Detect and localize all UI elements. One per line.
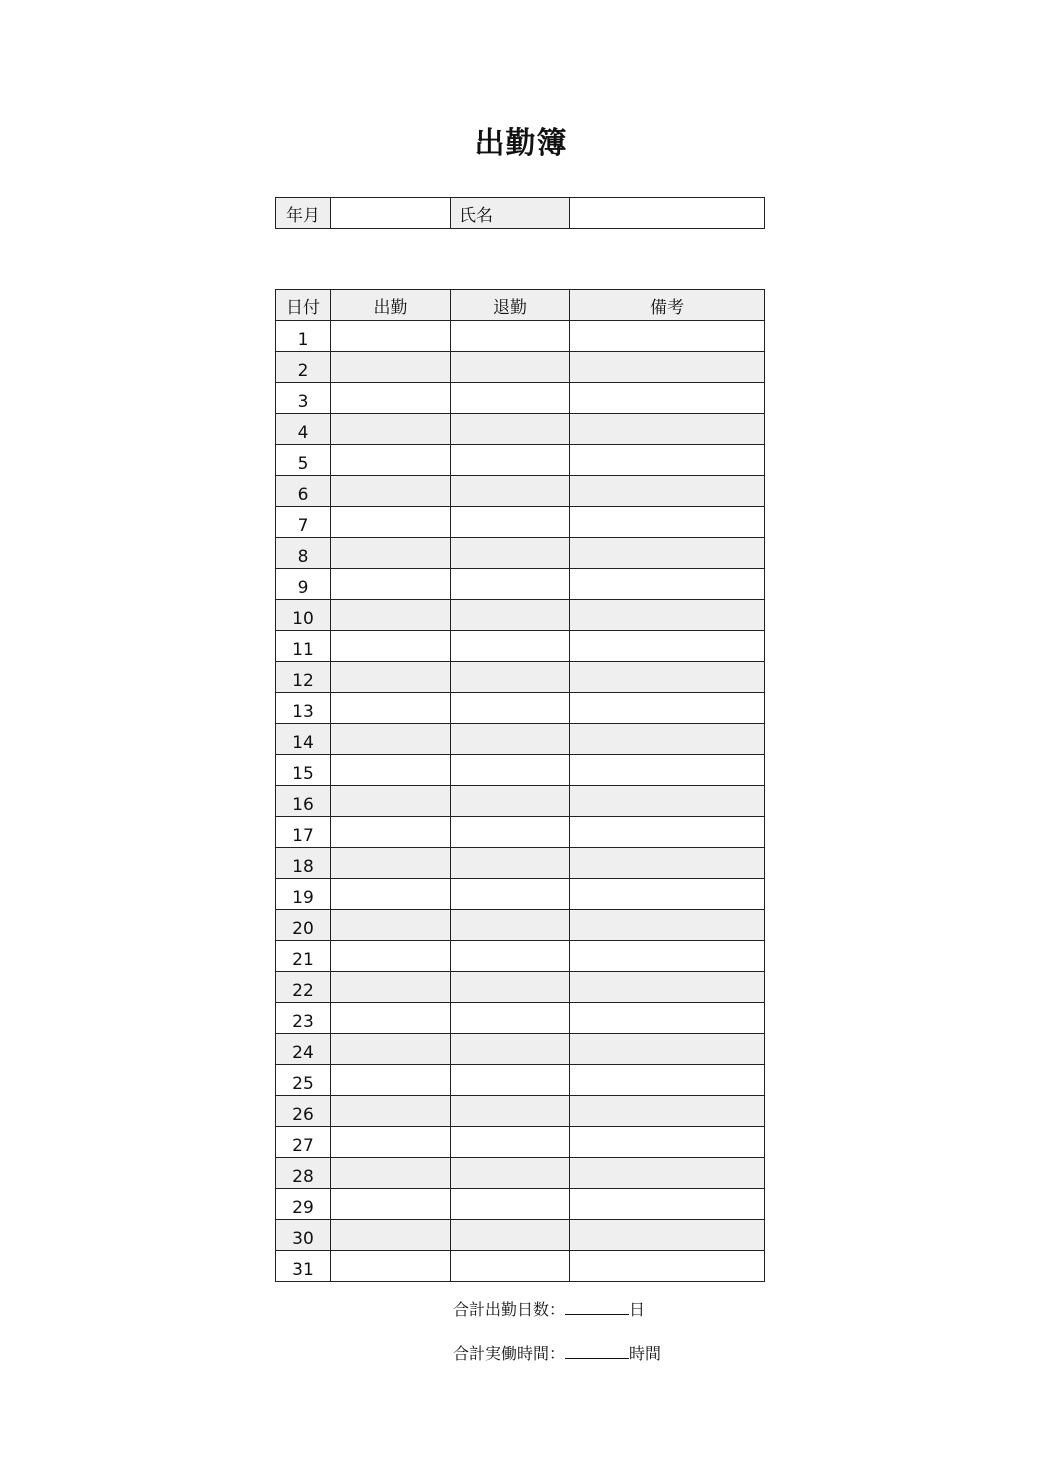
clock-out-cell[interactable]	[451, 1220, 570, 1251]
total-days-label: 合計出勤日数：	[453, 1300, 566, 1319]
clock-out-cell[interactable]	[451, 879, 570, 910]
table-row	[276, 600, 765, 631]
day-cell: 28	[276, 1158, 331, 1189]
table-row	[276, 848, 765, 879]
table-row	[276, 1158, 765, 1189]
table-row	[276, 445, 765, 476]
clock-in-cell[interactable]	[331, 383, 451, 414]
remarks-cell[interactable]	[570, 352, 765, 383]
remarks-cell[interactable]	[570, 724, 765, 755]
clock-out-cell[interactable]	[451, 1158, 570, 1189]
table-row	[276, 724, 765, 755]
day-cell: 7	[276, 507, 331, 538]
day-cell: 4	[276, 414, 331, 445]
table-row	[276, 941, 765, 972]
clock-in-cell[interactable]	[331, 569, 451, 600]
clock-out-cell[interactable]	[451, 1065, 570, 1096]
table-row	[276, 1127, 765, 1158]
clock-in-cell[interactable]	[331, 848, 451, 879]
clock-in-cell[interactable]	[331, 879, 451, 910]
clock-out-cell[interactable]	[451, 507, 570, 538]
clock-in-cell[interactable]	[331, 507, 451, 538]
clock-out-cell[interactable]	[451, 786, 570, 817]
remarks-cell[interactable]	[570, 600, 765, 631]
clock-in-cell[interactable]	[331, 600, 451, 631]
clock-in-cell[interactable]	[331, 1220, 451, 1251]
clock-in-cell[interactable]	[331, 1251, 451, 1282]
remarks-cell[interactable]	[570, 1158, 765, 1189]
info-table	[275, 197, 765, 229]
table-row	[276, 1251, 765, 1282]
clock-in-cell[interactable]	[331, 476, 451, 507]
remarks-cell[interactable]	[570, 972, 765, 1003]
day-cell: 1	[276, 321, 331, 352]
day-cell: 23	[276, 1003, 331, 1034]
clock-out-cell[interactable]	[451, 724, 570, 755]
day-cell: 10	[276, 600, 331, 631]
clock-out-cell[interactable]	[451, 941, 570, 972]
clock-out-cell[interactable]	[451, 631, 570, 662]
remarks-cell[interactable]	[570, 1251, 765, 1282]
clock-in-cell[interactable]	[331, 631, 451, 662]
remarks-cell[interactable]	[570, 1003, 765, 1034]
day-cell: 18	[276, 848, 331, 879]
total-hours-unit: 時間	[629, 1344, 662, 1363]
clock-out-cell[interactable]	[451, 383, 570, 414]
remarks-cell[interactable]	[570, 693, 765, 724]
clock-out-cell[interactable]	[451, 445, 570, 476]
clock-in-cell[interactable]	[331, 1034, 451, 1065]
attendance-table	[275, 289, 765, 1282]
day-cell: 11	[276, 631, 331, 662]
remarks-cell[interactable]	[570, 445, 765, 476]
day-cell: 20	[276, 910, 331, 941]
day-cell: 13	[276, 693, 331, 724]
remarks-cell[interactable]	[570, 1096, 765, 1127]
table-row	[276, 631, 765, 662]
table-row	[276, 879, 765, 910]
table-row	[276, 786, 765, 817]
table-row	[276, 1220, 765, 1251]
day-cell: 19	[276, 879, 331, 910]
clock-out-cell[interactable]	[451, 755, 570, 786]
remarks-cell[interactable]	[570, 507, 765, 538]
total-days-line	[453, 1297, 645, 1320]
day-cell: 15	[276, 755, 331, 786]
clock-out-cell[interactable]	[451, 693, 570, 724]
day-cell: 9	[276, 569, 331, 600]
total-hours-line	[453, 1341, 661, 1364]
clock-in-cell[interactable]	[331, 352, 451, 383]
table-row	[276, 507, 765, 538]
table-row	[276, 1034, 765, 1065]
clock-out-cell[interactable]	[451, 414, 570, 445]
remarks-cell[interactable]	[570, 1065, 765, 1096]
clock-out-cell[interactable]	[451, 972, 570, 1003]
clock-out-cell[interactable]	[451, 600, 570, 631]
table-row	[276, 972, 765, 1003]
clock-out-cell[interactable]	[451, 321, 570, 352]
table-row	[276, 910, 765, 941]
clock-in-cell[interactable]	[331, 1096, 451, 1127]
total-days-unit: 日	[629, 1300, 646, 1319]
day-cell: 16	[276, 786, 331, 817]
clock-in-cell[interactable]	[331, 1189, 451, 1220]
total-hours-blank[interactable]	[565, 1344, 629, 1359]
remarks-cell[interactable]	[570, 414, 765, 445]
name-label: 氏名	[451, 198, 570, 229]
table-row	[276, 476, 765, 507]
clock-in-cell[interactable]	[331, 1158, 451, 1189]
remarks-cell[interactable]	[570, 321, 765, 352]
clock-in-cell[interactable]	[331, 445, 451, 476]
remarks-cell[interactable]	[570, 941, 765, 972]
remarks-cell[interactable]	[570, 538, 765, 569]
day-cell: 5	[276, 445, 331, 476]
total-hours-label: 合計実働時間：	[453, 1344, 566, 1363]
header-remarks: 備考	[570, 290, 765, 321]
year-month-field[interactable]	[331, 198, 451, 229]
clock-in-cell[interactable]	[331, 693, 451, 724]
table-row	[276, 414, 765, 445]
day-cell: 26	[276, 1096, 331, 1127]
clock-in-cell[interactable]	[331, 662, 451, 693]
table-row	[276, 662, 765, 693]
clock-in-cell[interactable]	[331, 414, 451, 445]
day-cell: 21	[276, 941, 331, 972]
day-cell: 25	[276, 1065, 331, 1096]
clock-in-cell[interactable]	[331, 1127, 451, 1158]
header-clock-out: 退勤	[451, 290, 570, 321]
day-cell: 12	[276, 662, 331, 693]
table-row	[276, 383, 765, 414]
remarks-cell[interactable]	[570, 1189, 765, 1220]
clock-in-cell[interactable]	[331, 910, 451, 941]
table-row	[276, 569, 765, 600]
info-row	[276, 198, 765, 229]
table-row	[276, 1065, 765, 1096]
clock-in-cell[interactable]	[331, 972, 451, 1003]
table-row	[276, 693, 765, 724]
remarks-cell[interactable]	[570, 786, 765, 817]
day-cell: 30	[276, 1220, 331, 1251]
remarks-cell[interactable]	[570, 817, 765, 848]
day-cell: 8	[276, 538, 331, 569]
day-cell: 27	[276, 1127, 331, 1158]
clock-out-cell[interactable]	[451, 848, 570, 879]
table-row	[276, 755, 765, 786]
header-clock-in: 出勤	[331, 290, 451, 321]
name-field[interactable]	[570, 198, 765, 229]
clock-out-cell[interactable]	[451, 1096, 570, 1127]
header-row	[276, 290, 765, 321]
remarks-cell[interactable]	[570, 1034, 765, 1065]
clock-in-cell[interactable]	[331, 1065, 451, 1096]
clock-out-cell[interactable]	[451, 662, 570, 693]
clock-out-cell[interactable]	[451, 1034, 570, 1065]
table-row	[276, 321, 765, 352]
clock-out-cell[interactable]	[451, 910, 570, 941]
clock-in-cell[interactable]	[331, 1003, 451, 1034]
remarks-cell[interactable]	[570, 1220, 765, 1251]
year-month-label: 年月	[276, 198, 331, 229]
remarks-cell[interactable]	[570, 569, 765, 600]
day-cell: 31	[276, 1251, 331, 1282]
clock-in-cell[interactable]	[331, 941, 451, 972]
table-row	[276, 1003, 765, 1034]
table-row	[276, 1096, 765, 1127]
remarks-cell[interactable]	[570, 755, 765, 786]
clock-out-cell[interactable]	[451, 1251, 570, 1282]
table-row	[276, 538, 765, 569]
table-row	[276, 352, 765, 383]
clock-in-cell[interactable]	[331, 321, 451, 352]
clock-in-cell[interactable]	[331, 755, 451, 786]
day-cell: 3	[276, 383, 331, 414]
clock-out-cell[interactable]	[451, 476, 570, 507]
remarks-cell[interactable]	[570, 1127, 765, 1158]
clock-in-cell[interactable]	[331, 786, 451, 817]
clock-out-cell[interactable]	[451, 1003, 570, 1034]
clock-out-cell[interactable]	[451, 817, 570, 848]
page-title: 出勤簿	[474, 126, 568, 161]
remarks-cell[interactable]	[570, 631, 765, 662]
table-row	[276, 817, 765, 848]
clock-in-cell[interactable]	[331, 724, 451, 755]
remarks-cell[interactable]	[570, 910, 765, 941]
clock-out-cell[interactable]	[451, 569, 570, 600]
remarks-cell[interactable]	[570, 879, 765, 910]
clock-out-cell[interactable]	[451, 352, 570, 383]
remarks-cell[interactable]	[570, 476, 765, 507]
clock-out-cell[interactable]	[451, 538, 570, 569]
clock-in-cell[interactable]	[331, 538, 451, 569]
day-cell: 24	[276, 1034, 331, 1065]
day-cell: 22	[276, 972, 331, 1003]
total-days-blank[interactable]	[565, 1300, 629, 1315]
day-cell: 29	[276, 1189, 331, 1220]
day-cell: 2	[276, 352, 331, 383]
remarks-cell[interactable]	[570, 383, 765, 414]
header-date: 日付	[276, 290, 331, 321]
clock-in-cell[interactable]	[331, 817, 451, 848]
day-cell: 17	[276, 817, 331, 848]
clock-out-cell[interactable]	[451, 1127, 570, 1158]
day-cell: 14	[276, 724, 331, 755]
remarks-cell[interactable]	[570, 848, 765, 879]
remarks-cell[interactable]	[570, 662, 765, 693]
day-cell: 6	[276, 476, 331, 507]
table-row	[276, 1189, 765, 1220]
clock-out-cell[interactable]	[451, 1189, 570, 1220]
